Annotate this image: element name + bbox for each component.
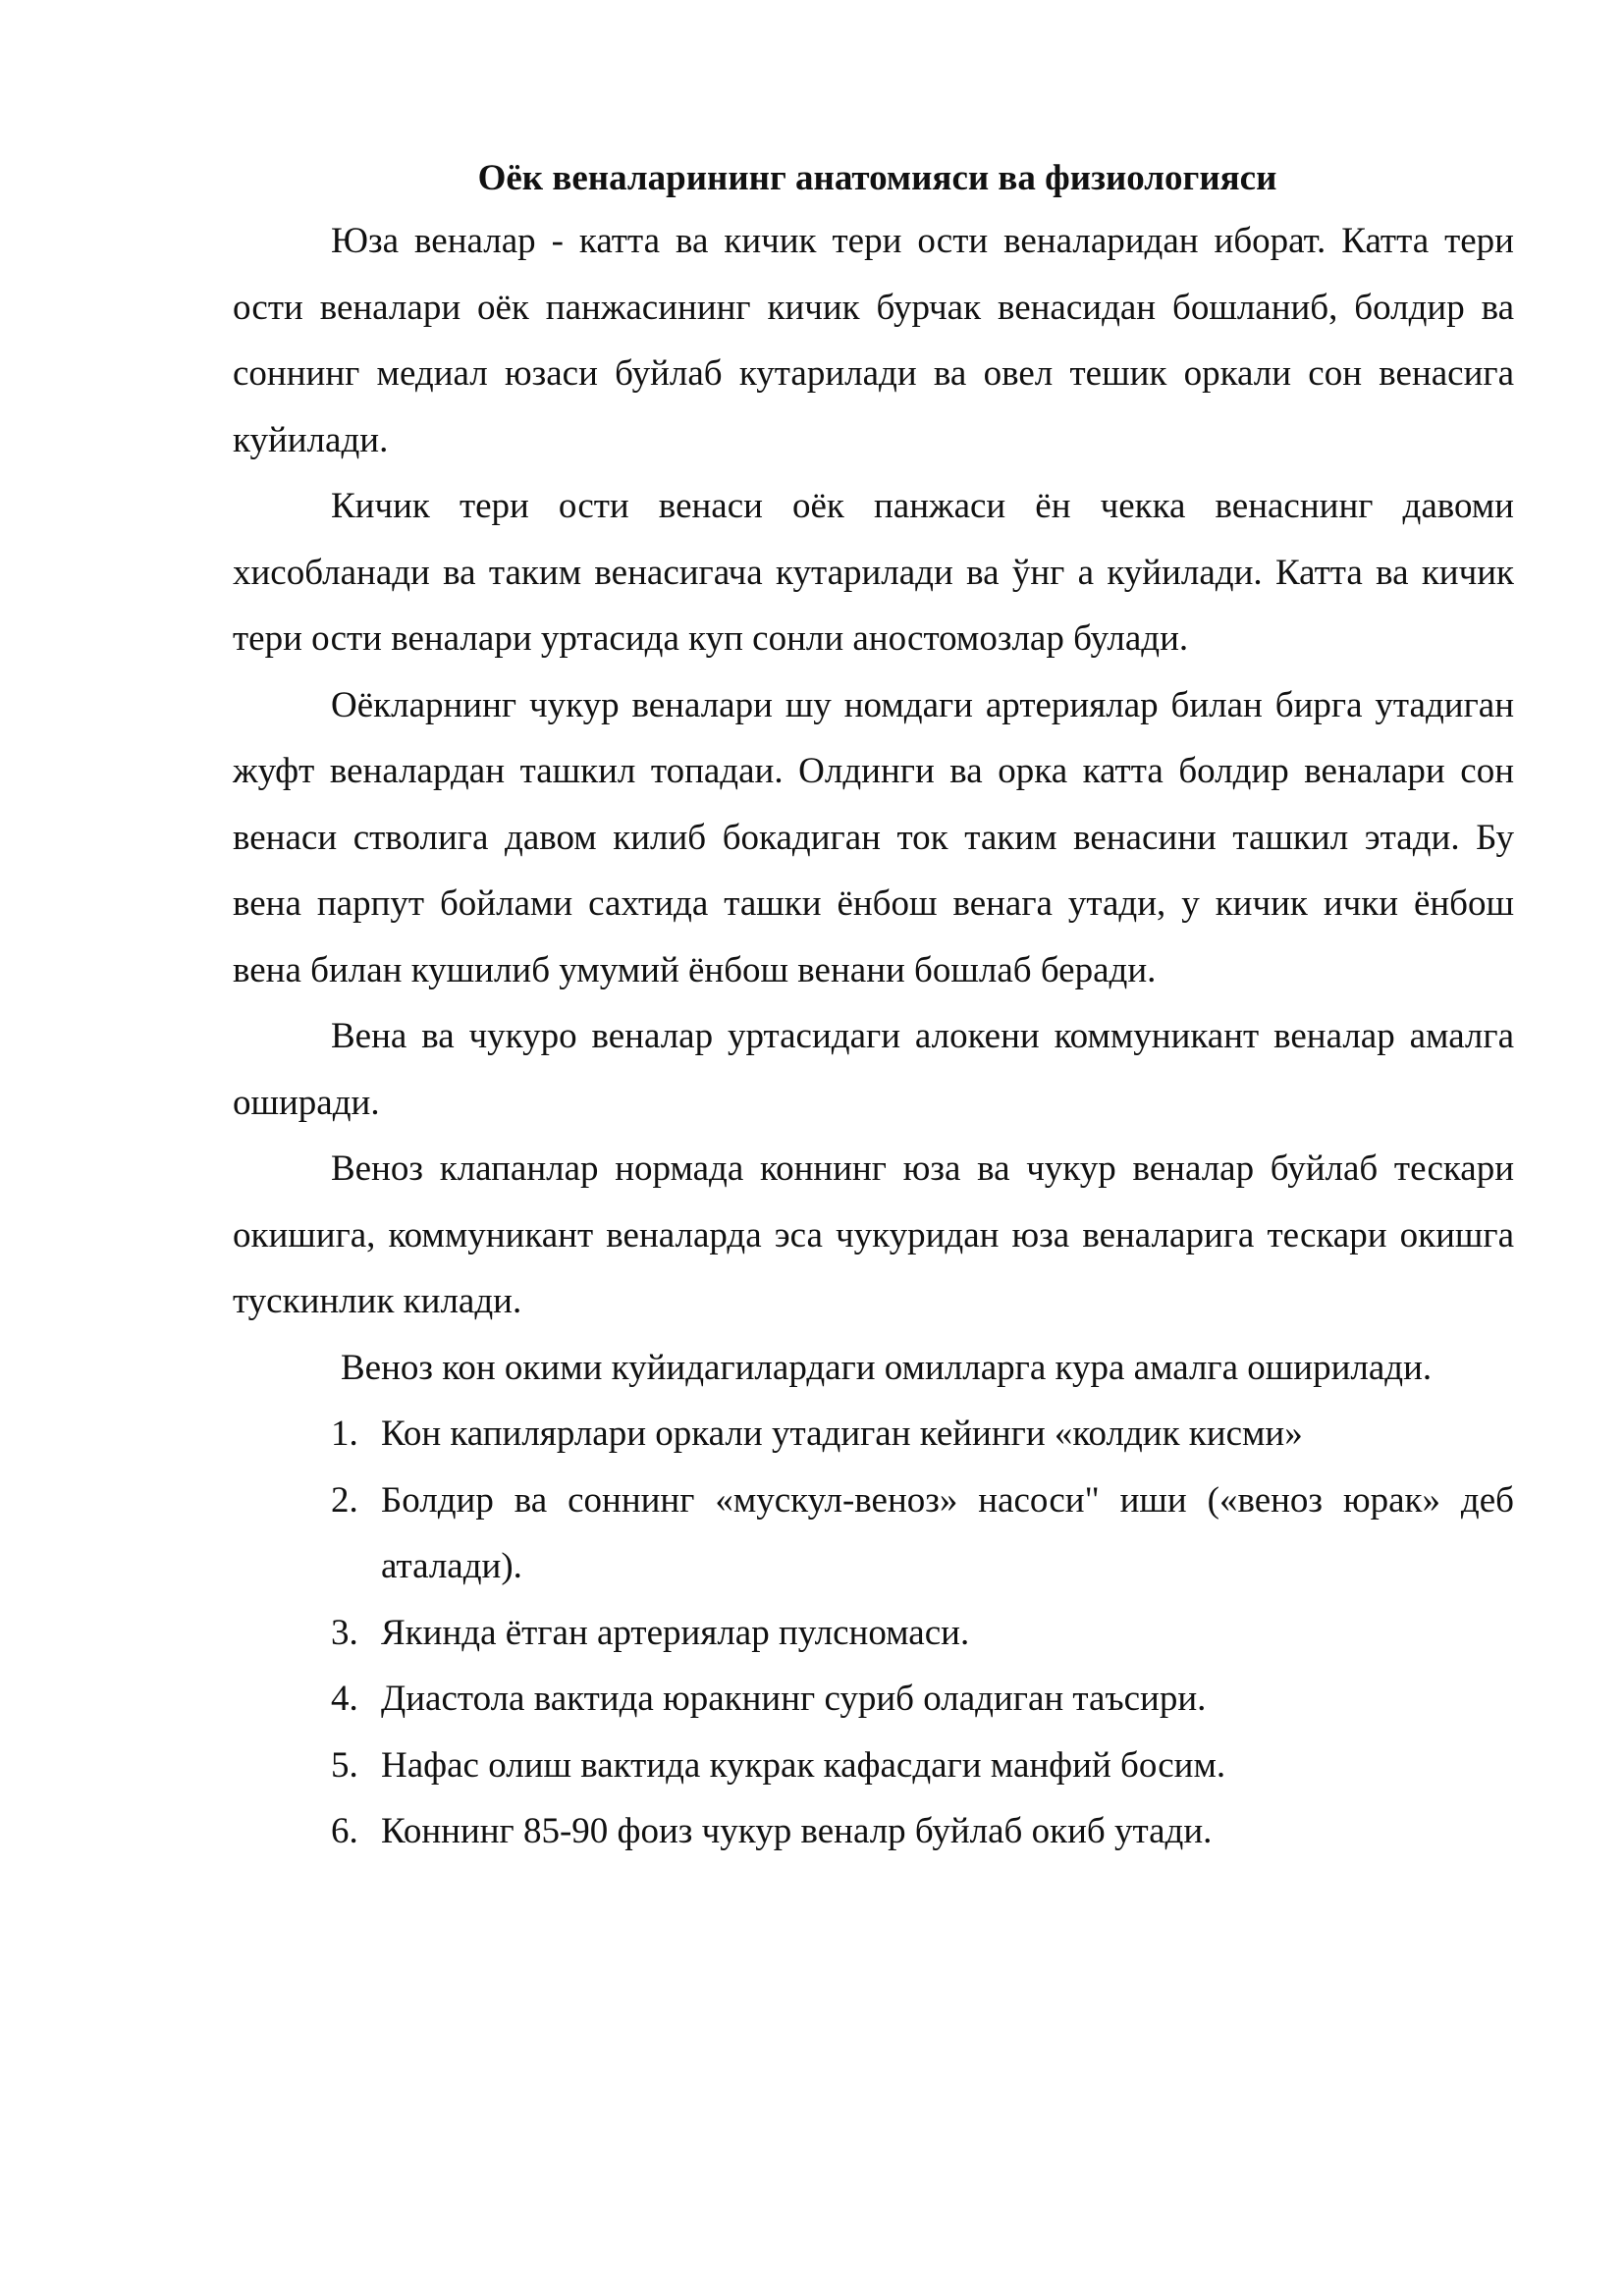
list-intro: Веноз кон окими куйидагилардаги омилларга кура амалга оширилади. xyxy=(341,1347,1433,1388)
list-item-text: Якинда ётган артериялар пулсномаси. xyxy=(381,1612,970,1653)
list-item-text: Нафас олиш вактида кукрак кафасдаги манфий босим. xyxy=(381,1744,1226,1786)
list-item-number: 1. xyxy=(331,1414,358,1454)
list-item xyxy=(233,1468,1514,1600)
list-item-text: Болдир ва соннинг «мускул-веноз» насоси" иши («веноз юрак» деб аталади). xyxy=(381,1479,1514,1586)
paragraph-superficial-veins: Юза веналар - катта ва кичик тери ости веналаридан иборат. Катта тери ости веналари оёк панжасининг кичик бурчак венасидан бошланиб, болдир ва соннинг медиал юзаси буйлаб кутарилади ва овел тешик оркали сон венасига куйилади. xyxy=(233,221,1514,460)
list-item xyxy=(233,1600,1514,1667)
document-title: Оёк веналарининг анатомияси ва физиологияси xyxy=(477,158,1277,198)
list-item xyxy=(233,1798,1514,1865)
paragraph-venous-valves: Веноз клапанлар нормада коннинг юза ва чукур веналар буйлаб тескари окишига, коммуникант веналарда эса чукуридан юза веналарига тескари окишга тускинлик килади. xyxy=(233,1148,1514,1321)
list-item-number: 5. xyxy=(331,1744,358,1786)
list-item-number: 4. xyxy=(331,1679,358,1719)
list-item-text: Коннинг 85-90 фоиз чукур веналр буйлаб окиб утади. xyxy=(381,1811,1213,1851)
list-item-text: Диастола вактида юракнинг суриб оладиган таъсири. xyxy=(381,1679,1207,1719)
paragraph-small-saphenous-vein: Кичик тери ости венаси оёк панжаси ён чекка венаснинг давоми хисобланади ва таким венасигача кутарилади ва ўнг а куйилади. Катта ва кичик тери ости веналари уртасида куп сонли аностомозлар булади. xyxy=(233,486,1514,659)
paragraph-communicating-veins: Вена ва чукуро веналар уртасидаги алокени коммуникант веналар амалга оширади. xyxy=(233,1016,1514,1123)
list-item-number: 6. xyxy=(331,1811,358,1851)
list-item-number: 3. xyxy=(331,1612,358,1653)
list-item-text: Кон капилярлари оркали утадиган кейинги «колдик кисми» xyxy=(381,1414,1303,1454)
list-item-number: 2. xyxy=(331,1479,358,1521)
list-item xyxy=(233,1666,1514,1733)
list-item xyxy=(233,1401,1514,1468)
list-item xyxy=(233,1733,1514,1799)
paragraph-deep-veins: Оёкларнинг чукур веналари шу номдаги артериялар билан бирга утадиган жуфт веналардан ташкил топадаи. Олдинги ва орка катта болдир веналари сон венаси стволига давом килиб бокадиган ток таким венасини ташкил этади. Бу вена парпут бойлами сахтида ташки ёнбош венага утади, у кичик ички ёнбош вена билан кушилиб умумий ёнбош венани бошлаб беради. xyxy=(233,684,1514,990)
venous-flow-factors-list xyxy=(233,1401,1514,1865)
document-body xyxy=(233,149,1514,1865)
